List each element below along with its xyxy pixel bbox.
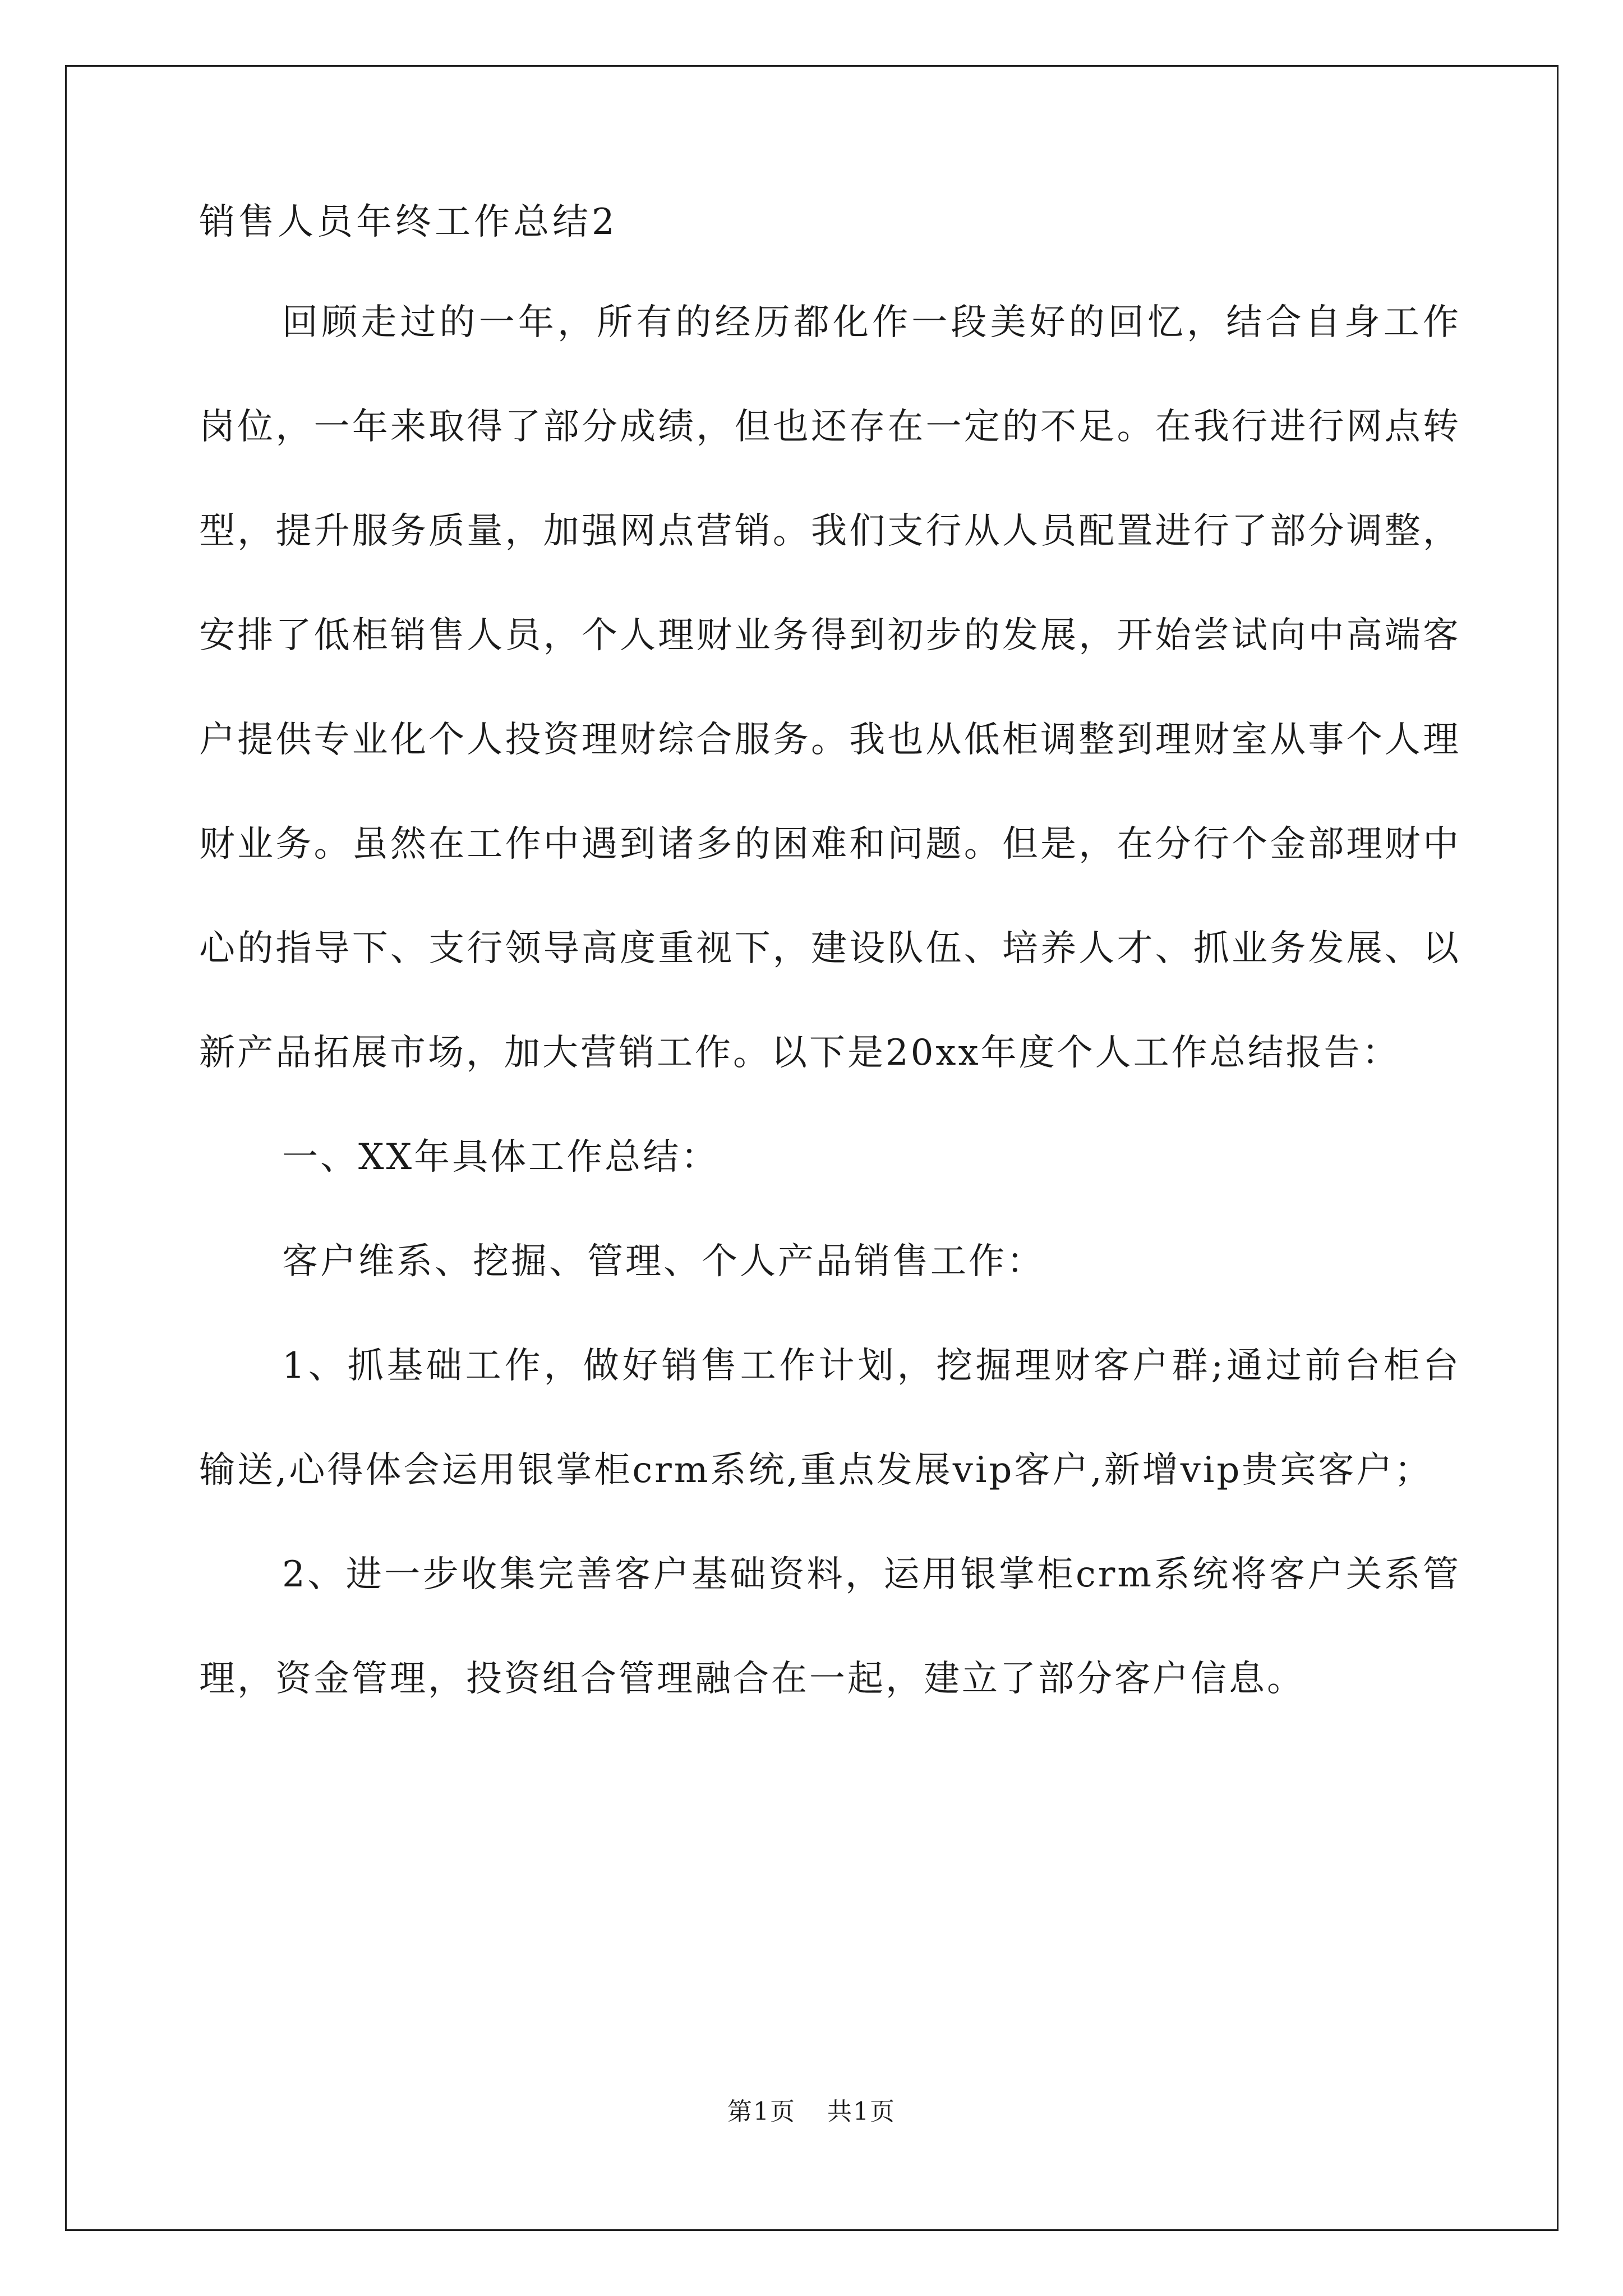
document-body [199,196,1461,1731]
paragraph-item-2: 2、进一步收集完善客户基础资料，运用银掌柜crm系统将客户关系管理，资金管理，投资组合管理融合在一起，建立了部分客户信息。 [199,1554,1461,1700]
page-number: 第1页 [727,2097,796,2126]
paragraph-intro: 回顾走过的一年，所有的经历都化作一段美好的回忆，结合自身工作岗位，一年来取得了部分成绩，但也还存在一定的不足。在我行进行网点转型，提升服务质量，加强网点营销。我们支行从人员配置进行了部分调整，安排了低柜销售人员，个人理财业务得到初步的发展，开始尝试向中高端客户提供专业化个人投资理财综合服务。我也从低柜调整到理财室从事个人理财业务。虽然在工作中遇到诸多的困难和问题。但是，在分行个金部理财中心的指导下、支行领导高度重视下，建设队伍、培养人才、抓业务发展、以新产品拓展市场，加大营销工作。以下是20xx年度个人工作总结报告： [199,302,1461,1074]
document-title: 销售人员年终工作总结2 [199,201,618,243]
page-total: 共1页 [827,2097,896,2126]
paragraph-section-heading: 一、XX年具体工作总结： [282,1137,720,1178]
page-footer [0,2095,1623,2129]
paragraph-item-1: 1、抓基础工作，做好销售工作计划，挖掘理财客户群;通过前台柜台输送,心得体会运用银掌柜crm系统,重点发展vip客户,新增vip贵宾客户； [199,1345,1461,1491]
paragraph-subheading: 客户维系、挖掘、管理、个人产品销售工作： [282,1241,1045,1282]
